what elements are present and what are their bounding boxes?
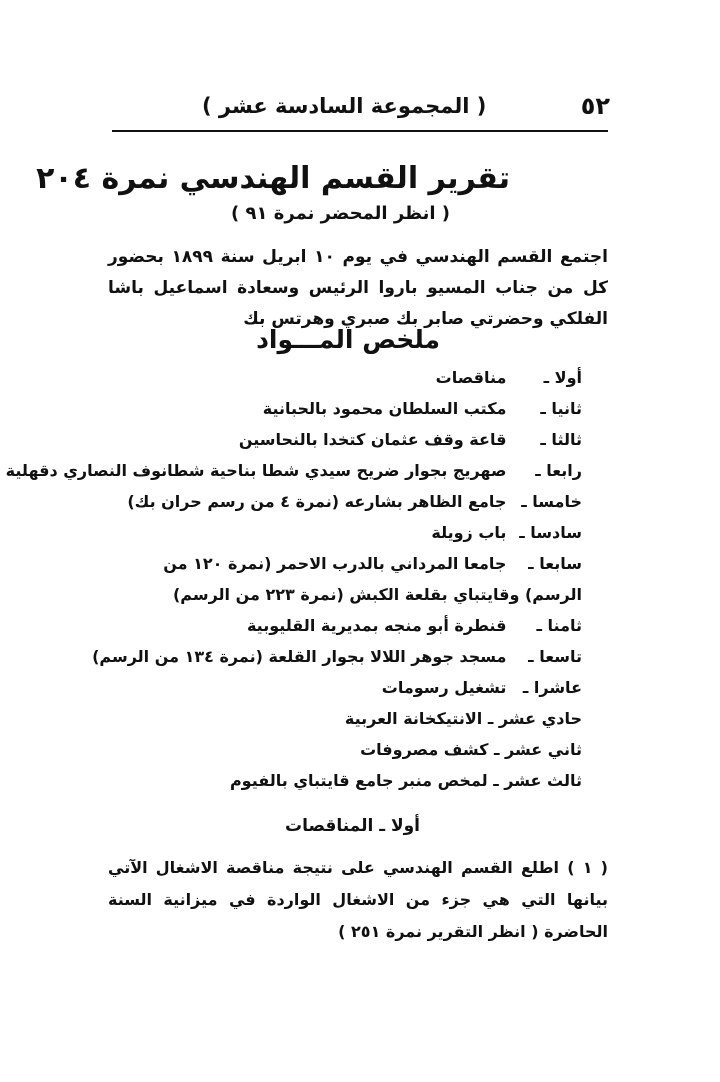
summary-heading: ملخص المـــواد xyxy=(256,325,440,354)
list-item xyxy=(102,517,582,548)
item-text: تشغيل رسومات xyxy=(381,678,507,697)
item-text: لمخص منبر جامع قايتباي بالفيوم xyxy=(229,771,488,790)
list-item xyxy=(92,641,582,672)
section-text: ( ١ ) اطلع القسم الهندسي على نتيجة مناقصة الاشغال الآتي بيانها التي هي جزء من الاشغال الواردة في ميزانية السنة الحاضرة ( انظر التقرير نمرة ٢٥١ ) xyxy=(108,858,608,941)
item-number: ثانيا ـ xyxy=(540,399,582,418)
list-item xyxy=(102,424,582,455)
item-number: حادي عشر ـ xyxy=(487,709,582,728)
list-item xyxy=(102,610,582,641)
section-heading: أولا ـ المناقصات xyxy=(285,816,420,836)
page-header xyxy=(112,90,610,130)
item-text: قنطرة أبو منجه بمديرية القليوبية xyxy=(246,616,507,635)
item-number: ثالث عشر ـ xyxy=(493,771,582,790)
item-text: كشف مصروفات xyxy=(360,740,489,759)
list-item xyxy=(102,672,582,703)
list-item xyxy=(5,455,582,486)
item-number: سادسا ـ xyxy=(519,523,582,542)
running-title: ( المجموعة السادسة عشر ) xyxy=(202,94,487,118)
item-text: مكتب السلطان محمود بالحبانية xyxy=(262,399,507,418)
item-number: عاشرا ـ xyxy=(522,678,582,697)
report-title: تقرير القسم الهندسي نمرة ٢٠٤ xyxy=(36,161,510,196)
item-text: مسجد جوهر اللالا بجوار القلعة (نمرة ١٣٤ من الرسم) xyxy=(92,647,507,666)
item-text: مناقصات xyxy=(435,368,507,387)
item-text: باب زويلة xyxy=(431,523,507,542)
header-rule xyxy=(112,130,608,132)
item-number: ثاني عشر ـ xyxy=(494,740,582,759)
item-number: خامسا ـ xyxy=(521,492,582,511)
list-item xyxy=(102,393,582,424)
list-item xyxy=(102,734,582,765)
item-number: سابعا ـ xyxy=(528,554,582,573)
item-text: صهريج بجوار ضريح سيدي شطا بناحية شطانوف النصاري دقهلية xyxy=(5,461,507,480)
item-text: جامع الظاهر بشارعه (نمرة ٤ من رسم حران بك) xyxy=(127,492,507,511)
intro-text: اجتمع القسم الهندسي في يوم ١٠ ابريل سنة ١٨٩٩ بحضور كل من جناب المسيو باروا الرئيس وسعادة اسماعيل باشا الفلكي وحضرتي صابر بك صبري وهرتس بك xyxy=(108,247,609,329)
item-number: أولا ـ xyxy=(543,368,582,387)
section-paragraph xyxy=(108,852,608,948)
list-item xyxy=(102,362,582,393)
report-subtitle: ( انظر المحضر نمرة ٩١ ) xyxy=(231,203,450,224)
item-text: قاعة وقف عثمان كتخدا بالنحاسين xyxy=(238,430,507,449)
intro-paragraph xyxy=(108,242,608,335)
item-number: ثالثا ـ xyxy=(540,430,582,449)
item-text: الانتيكخانة العربية xyxy=(344,709,483,728)
list-item xyxy=(102,703,582,734)
list-item xyxy=(102,486,582,517)
list-item xyxy=(102,765,582,796)
item-text: جامعا المرداني بالدرب الاحمر (نمرة ١٢٠ من الرسم) وقايتباي بقلعة الكبش (نمرة ٢٢٣ من الرسم) xyxy=(163,554,582,604)
item-number: ثامنا ـ xyxy=(536,616,582,635)
item-number: تاسعا ـ xyxy=(528,647,582,666)
list-item xyxy=(102,548,582,610)
summary-list xyxy=(5,362,582,796)
item-number: رابعا ـ xyxy=(535,461,582,480)
page-number: ٥٢ xyxy=(580,92,610,120)
